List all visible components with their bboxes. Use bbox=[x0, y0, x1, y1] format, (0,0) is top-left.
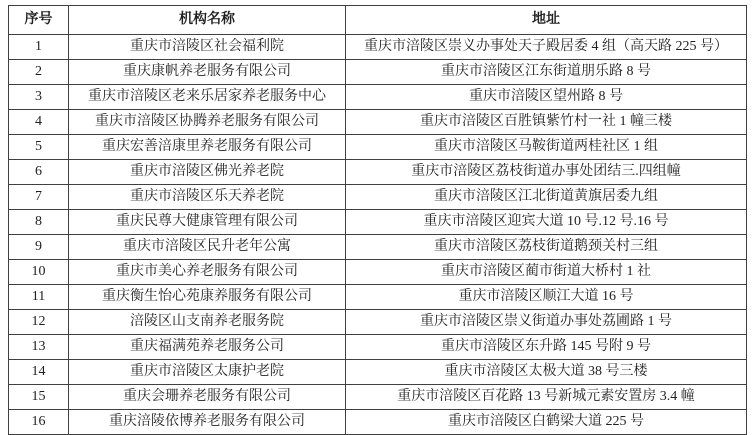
column-header-seq: 序号 bbox=[9, 6, 69, 35]
cell-seq: 16 bbox=[9, 410, 69, 435]
table-row bbox=[9, 285, 747, 310]
cell-seq: 7 bbox=[9, 185, 69, 210]
table-row bbox=[9, 185, 747, 210]
table-row bbox=[9, 85, 747, 110]
cell-address: 重庆市涪陵区百胜镇紫竹村一社 1 幢三楼 bbox=[346, 110, 747, 135]
table-row bbox=[9, 335, 747, 360]
table-row bbox=[9, 360, 747, 385]
table-row bbox=[9, 60, 747, 85]
cell-name: 重庆市涪陵区乐天养老院 bbox=[69, 185, 346, 210]
cell-address: 重庆市涪陵区崇义街道办事处荔圃路 1 号 bbox=[346, 310, 747, 335]
cell-address: 重庆市涪陵区望州路 8 号 bbox=[346, 85, 747, 110]
table-row bbox=[9, 385, 747, 410]
cell-seq: 5 bbox=[9, 135, 69, 160]
cell-name: 涪陵区山支南养老服务院 bbox=[69, 310, 346, 335]
cell-seq: 11 bbox=[9, 285, 69, 310]
cell-seq: 9 bbox=[9, 235, 69, 260]
cell-seq: 8 bbox=[9, 210, 69, 235]
table-row bbox=[9, 135, 747, 160]
cell-seq: 1 bbox=[9, 35, 69, 60]
cell-address: 重庆市涪陵区太极大道 38 号三楼 bbox=[346, 360, 747, 385]
cell-seq: 3 bbox=[9, 85, 69, 110]
cell-name: 重庆会珊养老服务有限公司 bbox=[69, 385, 346, 410]
cell-address: 重庆市涪陵区崇义办事处天子殿居委 4 组（高天路 225 号） bbox=[346, 35, 747, 60]
cell-seq: 2 bbox=[9, 60, 69, 85]
table-row bbox=[9, 310, 747, 335]
cell-seq: 10 bbox=[9, 260, 69, 285]
cell-seq: 12 bbox=[9, 310, 69, 335]
cell-name: 重庆市涪陵区老来乐居家养老服务中心 bbox=[69, 85, 346, 110]
cell-address: 重庆市涪陵区江北街道黄旗居委九组 bbox=[346, 185, 747, 210]
cell-address: 重庆市涪陵区马鞍街道两桂社区 1 组 bbox=[346, 135, 747, 160]
table-row bbox=[9, 160, 747, 185]
cell-address: 重庆市涪陵区荔枝街道办事处团结三.四组幢 bbox=[346, 160, 747, 185]
table-body bbox=[9, 35, 747, 435]
table-row bbox=[9, 235, 747, 260]
cell-address: 重庆市涪陵区荔枝街道鹅颈关村三组 bbox=[346, 235, 747, 260]
cell-name: 重庆市涪陵区民升老年公寓 bbox=[69, 235, 346, 260]
cell-name: 重庆市涪陵区佛光养老院 bbox=[69, 160, 346, 185]
cell-name: 重庆市涪陵区协腾养老服务有限公司 bbox=[69, 110, 346, 135]
cell-name: 重庆衡生怡心苑康养服务有限公司 bbox=[69, 285, 346, 310]
cell-name: 重庆涪陵依博养老服务有限公司 bbox=[69, 410, 346, 435]
cell-address: 重庆市涪陵区百花路 13 号新城元素安置房 3.4 幢 bbox=[346, 385, 747, 410]
cell-address: 重庆市涪陵区蔺市街道大桥村 1 社 bbox=[346, 260, 747, 285]
table-row bbox=[9, 35, 747, 60]
cell-name: 重庆康帆养老服务有限公司 bbox=[69, 60, 346, 85]
cell-address: 重庆市涪陵区江东街道朋乐路 8 号 bbox=[346, 60, 747, 85]
cell-name: 重庆市涪陵区太康护老院 bbox=[69, 360, 346, 385]
cell-address: 重庆市涪陵区白鹤梁大道 225 号 bbox=[346, 410, 747, 435]
table-row bbox=[9, 410, 747, 435]
column-header-address: 地址 bbox=[346, 6, 747, 35]
column-header-name: 机构名称 bbox=[69, 6, 346, 35]
cell-seq: 4 bbox=[9, 110, 69, 135]
table-row bbox=[9, 260, 747, 285]
cell-address: 重庆市涪陵区迎宾大道 10 号.12 号.16 号 bbox=[346, 210, 747, 235]
table-row bbox=[9, 110, 747, 135]
cell-name: 重庆宏善涪康里养老服务有限公司 bbox=[69, 135, 346, 160]
cell-seq: 15 bbox=[9, 385, 69, 410]
cell-seq: 14 bbox=[9, 360, 69, 385]
cell-name: 重庆市美心养老服务有限公司 bbox=[69, 260, 346, 285]
cell-name: 重庆市涪陵区社会福利院 bbox=[69, 35, 346, 60]
cell-seq: 6 bbox=[9, 160, 69, 185]
cell-name: 重庆民尊大健康管理有限公司 bbox=[69, 210, 346, 235]
cell-address: 重庆市涪陵区顺江大道 16 号 bbox=[346, 285, 747, 310]
cell-seq: 13 bbox=[9, 335, 69, 360]
cell-address: 重庆市涪陵区东升路 145 号附 9 号 bbox=[346, 335, 747, 360]
table-row bbox=[9, 210, 747, 235]
institutions-table-container bbox=[8, 5, 746, 429]
institutions-table bbox=[8, 5, 747, 435]
cell-name: 重庆福满苑养老服务公司 bbox=[69, 335, 346, 360]
header-row bbox=[9, 6, 747, 35]
